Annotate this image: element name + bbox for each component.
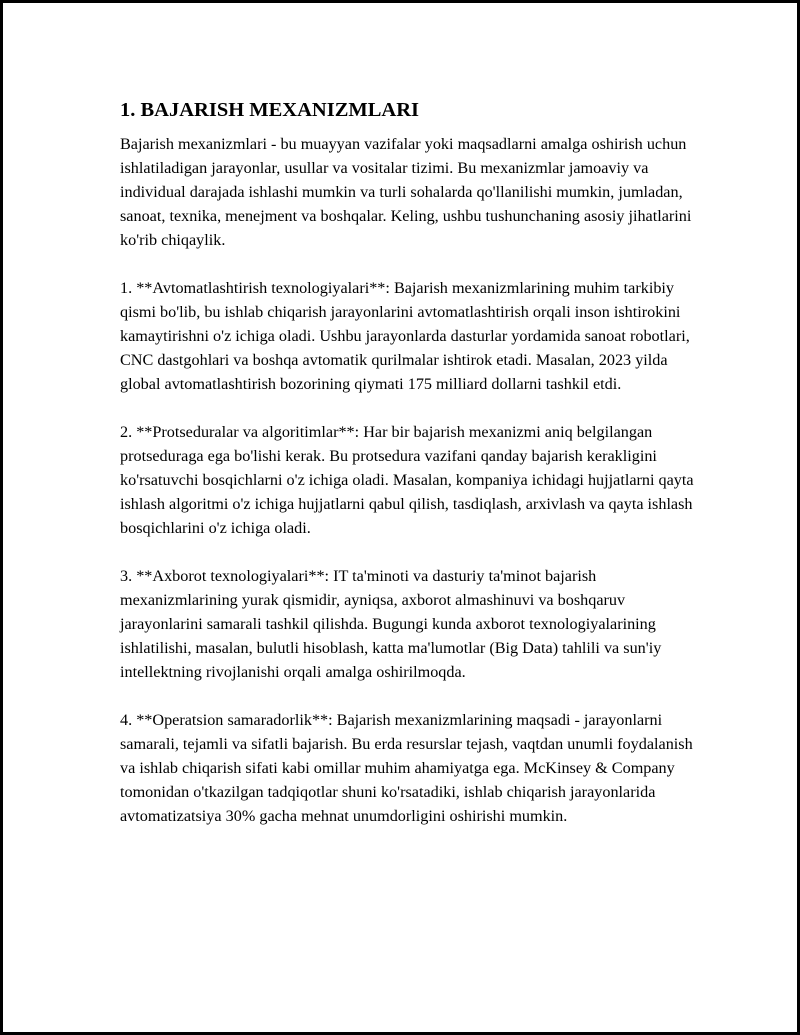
intro-paragraph: Bajarish mexanizmlari - bu muayyan vazifalar yoki maqsadlarni amalga oshirish uchun ishlatiladigan jarayonlar, usullar va vositalar tizimi. Bu mexanizmlar jamoaviy va individual darajada ishlashi mumkin va turli sohalarda qo'llanilishi mumkin, jumladan, sanoat, texnika, menejment va boshqalar. Keling, ushbu tushunchaning asosiy jihatlarini ko'rib chiqaylik. xyxy=(120,135,692,249)
document-title: 1. BAJARISH MEXANIZMLARI xyxy=(120,99,419,121)
paragraph-information-technologies: 3. **Axborot texnologiyalari**: IT ta'minoti va dasturiy ta'minot bajarish mexanizmlarining yurak qismidir, ayniqsa, axborot almashinuvi va boshqaruv jarayonlarini samarali tashkil qilishda. Bugungi kunda axborot texnologiyalarining ishlatilishi, masalan, bulutli hisoblash, katta ma'lumotlar (Big Data) tahlili va sun'iy intellektning rivojlanishi orqali amalga oshirilmoqda. xyxy=(120,567,662,681)
document-body xyxy=(120,98,695,852)
paragraph-operational-efficiency: 4. **Operatsion samaradorlik**: Bajarish mexanizmlarining maqsadi - jarayonlarni samarali, tejamli va sifatli bajarish. Bu erda resurslar tejash, vaqtdan unumli foydalanish va ishlab chiqarish sifati kabi omillar muhim ahamiyatga ega. McKinsey & Company tomonidan o'tkazilgan tadqiqotlar shuni ko'rsatadiki, ishlab chiqarish jarayonlarida avtomatizatsiya 30% gacha mehnat unumdorligini oshirishi mumkin. xyxy=(120,711,693,825)
paragraph-automation-technologies: 1. **Avtomatlashtirish texnologiyalari**: Bajarish mexanizmlarining muhim tarkibiy qismi bo'lib, bu ishlab chiqarish jarayonlarini avtomatlashtirish orqali inson ishtirokini kamaytirishni o'z ichiga oladi. Ushbu jarayonlarda dasturlar yordamida sanoat robotlari, CNC dastgohlari va boshqa avtomatik qurilmalar ishtirok etadi. Masalan, 2023 yilda global avtomatlashtirish bozorining qiymati 175 milliard dollarni tashkil etdi. xyxy=(120,279,690,393)
paragraph-procedures-algorithms: 2. **Protseduralar va algoritimlar**: Har bir bajarish mexanizmi aniq belgilangan protseduraga ega bo'lishi kerak. Bu protsedura vazifani qanday bajarish kerakligini ko'rsatuvchi bosqichlarni o'z ichiga oladi. Masalan, kompaniya ichidagi hujjatlarni qayta ishlash algoritmi o'z ichiga hujjatlarni qabul qilish, tasdiqlash, arxivlash va qayta ishlash bosqichlarini o'z ichiga oladi. xyxy=(120,423,694,537)
